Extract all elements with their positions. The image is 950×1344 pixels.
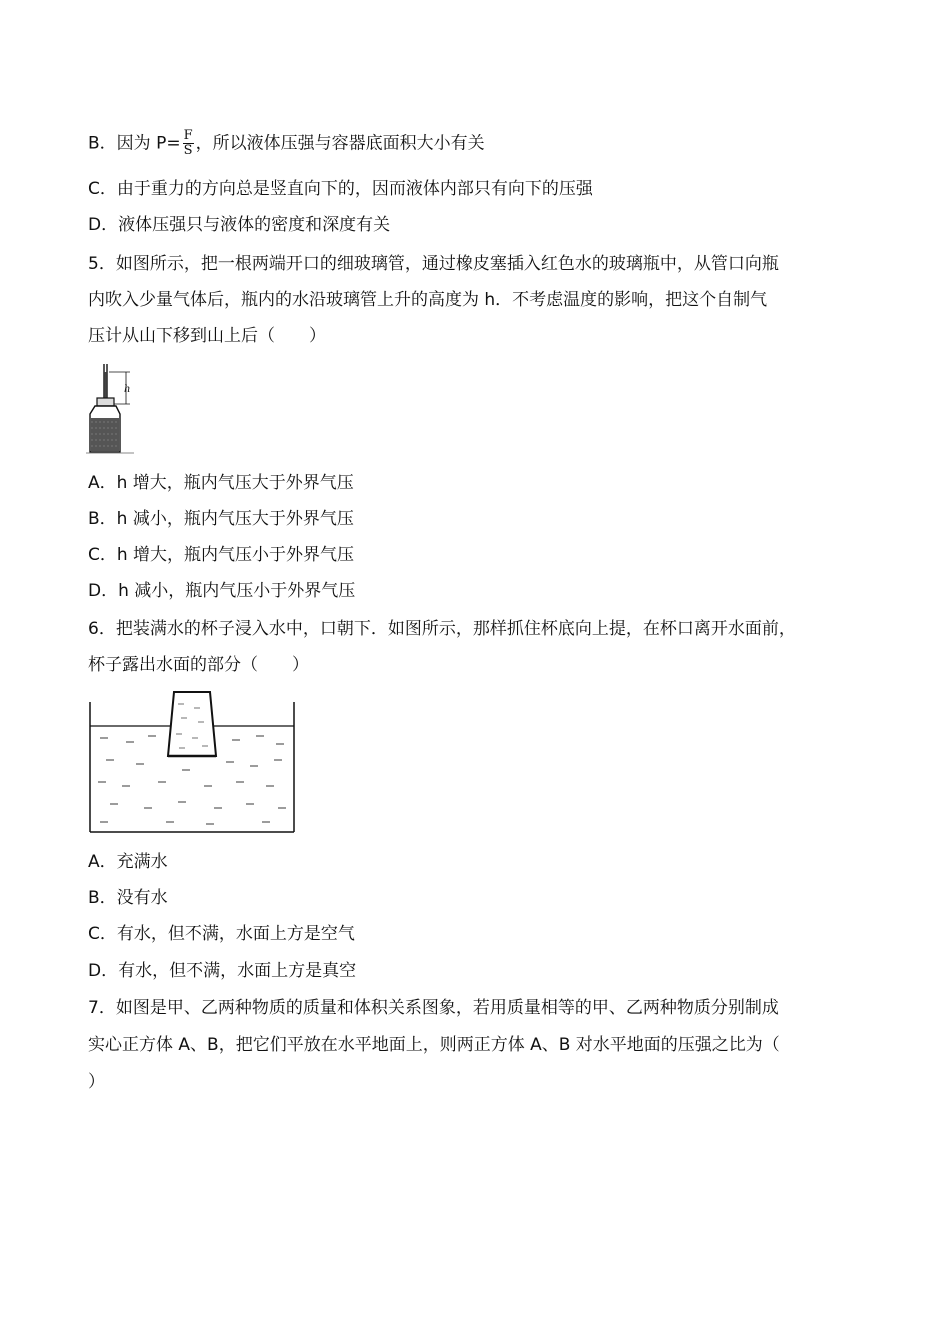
q6-option-c: C．有水，但不满，水面上方是空气: [88, 924, 355, 944]
q5-stem-line3: 压计从山下移到山上后（ ）: [88, 326, 326, 346]
q6-option-d: D．有水，但不满，水面上方是真空: [88, 961, 357, 981]
q6-option-a: A．充满水: [88, 852, 168, 872]
q4-option-b: [88, 129, 485, 158]
q6-option-b: B．没有水: [88, 888, 168, 908]
q4-option-c: C．由于重力的方向总是竖直向下的，因而液体内部只有向下的压强: [88, 179, 593, 199]
q7-stem-line3: ）: [88, 1072, 105, 1092]
q7-stem-line2: 实心正方体 A、B，把它们平放在水平地面上，则两正方体 A、B 对水平地面的压强之比为（: [88, 1035, 780, 1055]
q4-option-b-suffix: ，所以液体压强与容器底面积大小有关: [195, 133, 485, 154]
q5-option-b: B．h 减小，瓶内气压大于外界气压: [88, 509, 354, 529]
q4-option-d: D．液体压强只与液体的密度和深度有关: [88, 215, 391, 235]
q5-stem-line2: 内吹入少量气体后，瓶内的水沿玻璃管上升的高度为 h．不考虑温度的影响，把这个自制气: [88, 290, 768, 310]
formula-denominator: S: [183, 143, 193, 158]
q5-stem-line1: 5．如图所示，把一根两端开口的细玻璃管，通过橡皮塞插入红色水的玻璃瓶中，从管口向瓶: [88, 254, 779, 274]
q7-stem-line1: 7．如图是甲、乙两种物质的质量和体积关系图象，若用质量相等的甲、乙两种物质分别制成: [88, 998, 779, 1018]
formula-numerator: F: [183, 128, 193, 143]
q5-option-d: D．h 减小，瓶内气压小于外界气压: [88, 581, 356, 601]
barometer-figure: [86, 362, 136, 456]
q4-option-b-prefix: B．因为 P=: [88, 133, 181, 154]
pressure-formula: [183, 129, 194, 158]
cup-in-water-figure: [86, 690, 298, 838]
q5-option-c: C．h 增大，瓶内气压小于外界气压: [88, 545, 355, 565]
height-label: h: [124, 384, 131, 395]
q6-stem-line1: 6．把装满水的杯子浸入水中，口朝下．如图所示，那样抓住杯底向上提，在杯口离开水面前，: [88, 619, 796, 639]
q6-stem-line2: 杯子露出水面的部分（ ）: [88, 655, 309, 675]
q5-option-a: A．h 增大，瓶内气压大于外界气压: [88, 473, 354, 493]
